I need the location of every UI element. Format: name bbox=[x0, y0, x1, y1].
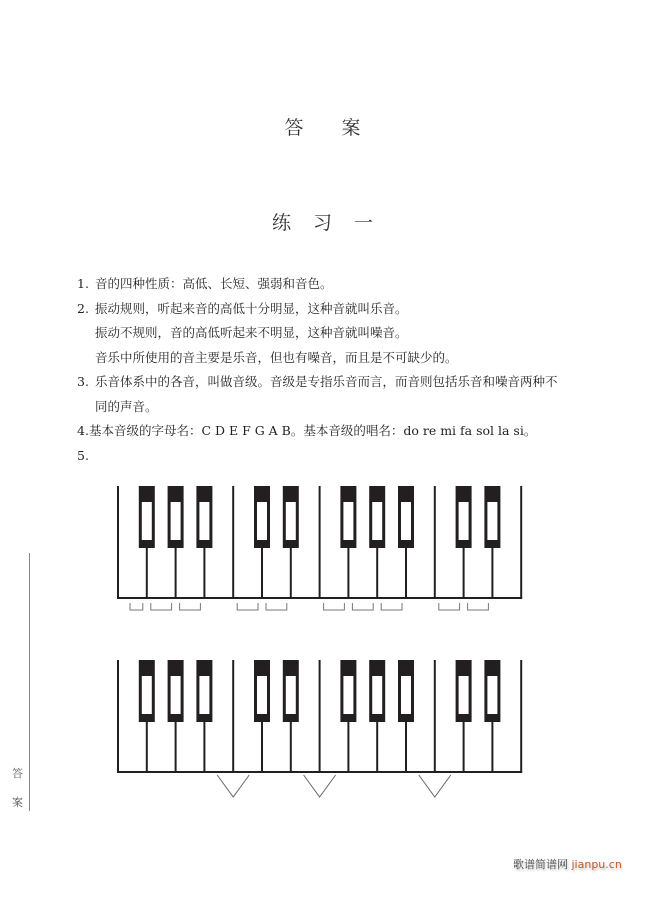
piano-keyboard-2 bbox=[117, 660, 522, 797]
v-mark bbox=[419, 775, 451, 797]
bracket-mark bbox=[381, 603, 402, 610]
answer-number: 4. bbox=[77, 423, 89, 438]
bracket-mark bbox=[468, 603, 489, 610]
watermark-text: 歌谱简谱网 bbox=[513, 858, 568, 871]
watermark-url: jianpu.cn bbox=[571, 858, 622, 871]
answer-text: 振动不规则，音的高低听起来不明显，这种音就叫噪音。 bbox=[95, 325, 408, 340]
v-mark bbox=[304, 775, 336, 797]
section-title: 练习一 bbox=[271, 212, 395, 234]
bracket-mark bbox=[324, 603, 345, 610]
bracket-mark bbox=[352, 603, 373, 610]
answer-number: 1. bbox=[77, 276, 89, 291]
margin-rule bbox=[29, 553, 30, 811]
answer-text: 音的四种性质：高低、长短、强弱和音色。 bbox=[95, 276, 333, 291]
bracket-mark bbox=[439, 603, 460, 610]
answer-number: 2. bbox=[77, 300, 89, 316]
margin-label-top: 答 bbox=[12, 767, 23, 780]
bracket-mark bbox=[130, 603, 143, 610]
answer-text: 基本音级的字母名：C D E F G A B。基本音级的唱名：do re mi fa sol la si。 bbox=[88, 423, 537, 438]
bracket-mark bbox=[151, 603, 172, 610]
answer-number: 5. bbox=[77, 447, 89, 463]
answer-text: 音乐中所使用的音主要是乐音，但也有噪音，而且是不可缺少的。 bbox=[95, 349, 458, 365]
piano-keyboard-1 bbox=[117, 486, 522, 610]
answer-number: 3. bbox=[77, 374, 89, 389]
answer-text: 同的声音。 bbox=[95, 398, 158, 414]
bracket-mark bbox=[180, 603, 201, 610]
bracket-mark bbox=[266, 603, 287, 610]
v-mark bbox=[217, 775, 249, 797]
watermark bbox=[513, 856, 622, 872]
answer-text: 振动规则，听起来音的高低十分明显，这种音就叫乐音。 bbox=[95, 300, 408, 316]
page-title: 答案 bbox=[284, 117, 399, 139]
answer-text: 乐音体系中的各音，叫做音级。音级是专指乐音而言，而音则包括乐音和噪音两种不 bbox=[95, 374, 558, 389]
margin-label-bottom: 案 bbox=[12, 796, 23, 809]
bracket-mark bbox=[237, 603, 258, 610]
